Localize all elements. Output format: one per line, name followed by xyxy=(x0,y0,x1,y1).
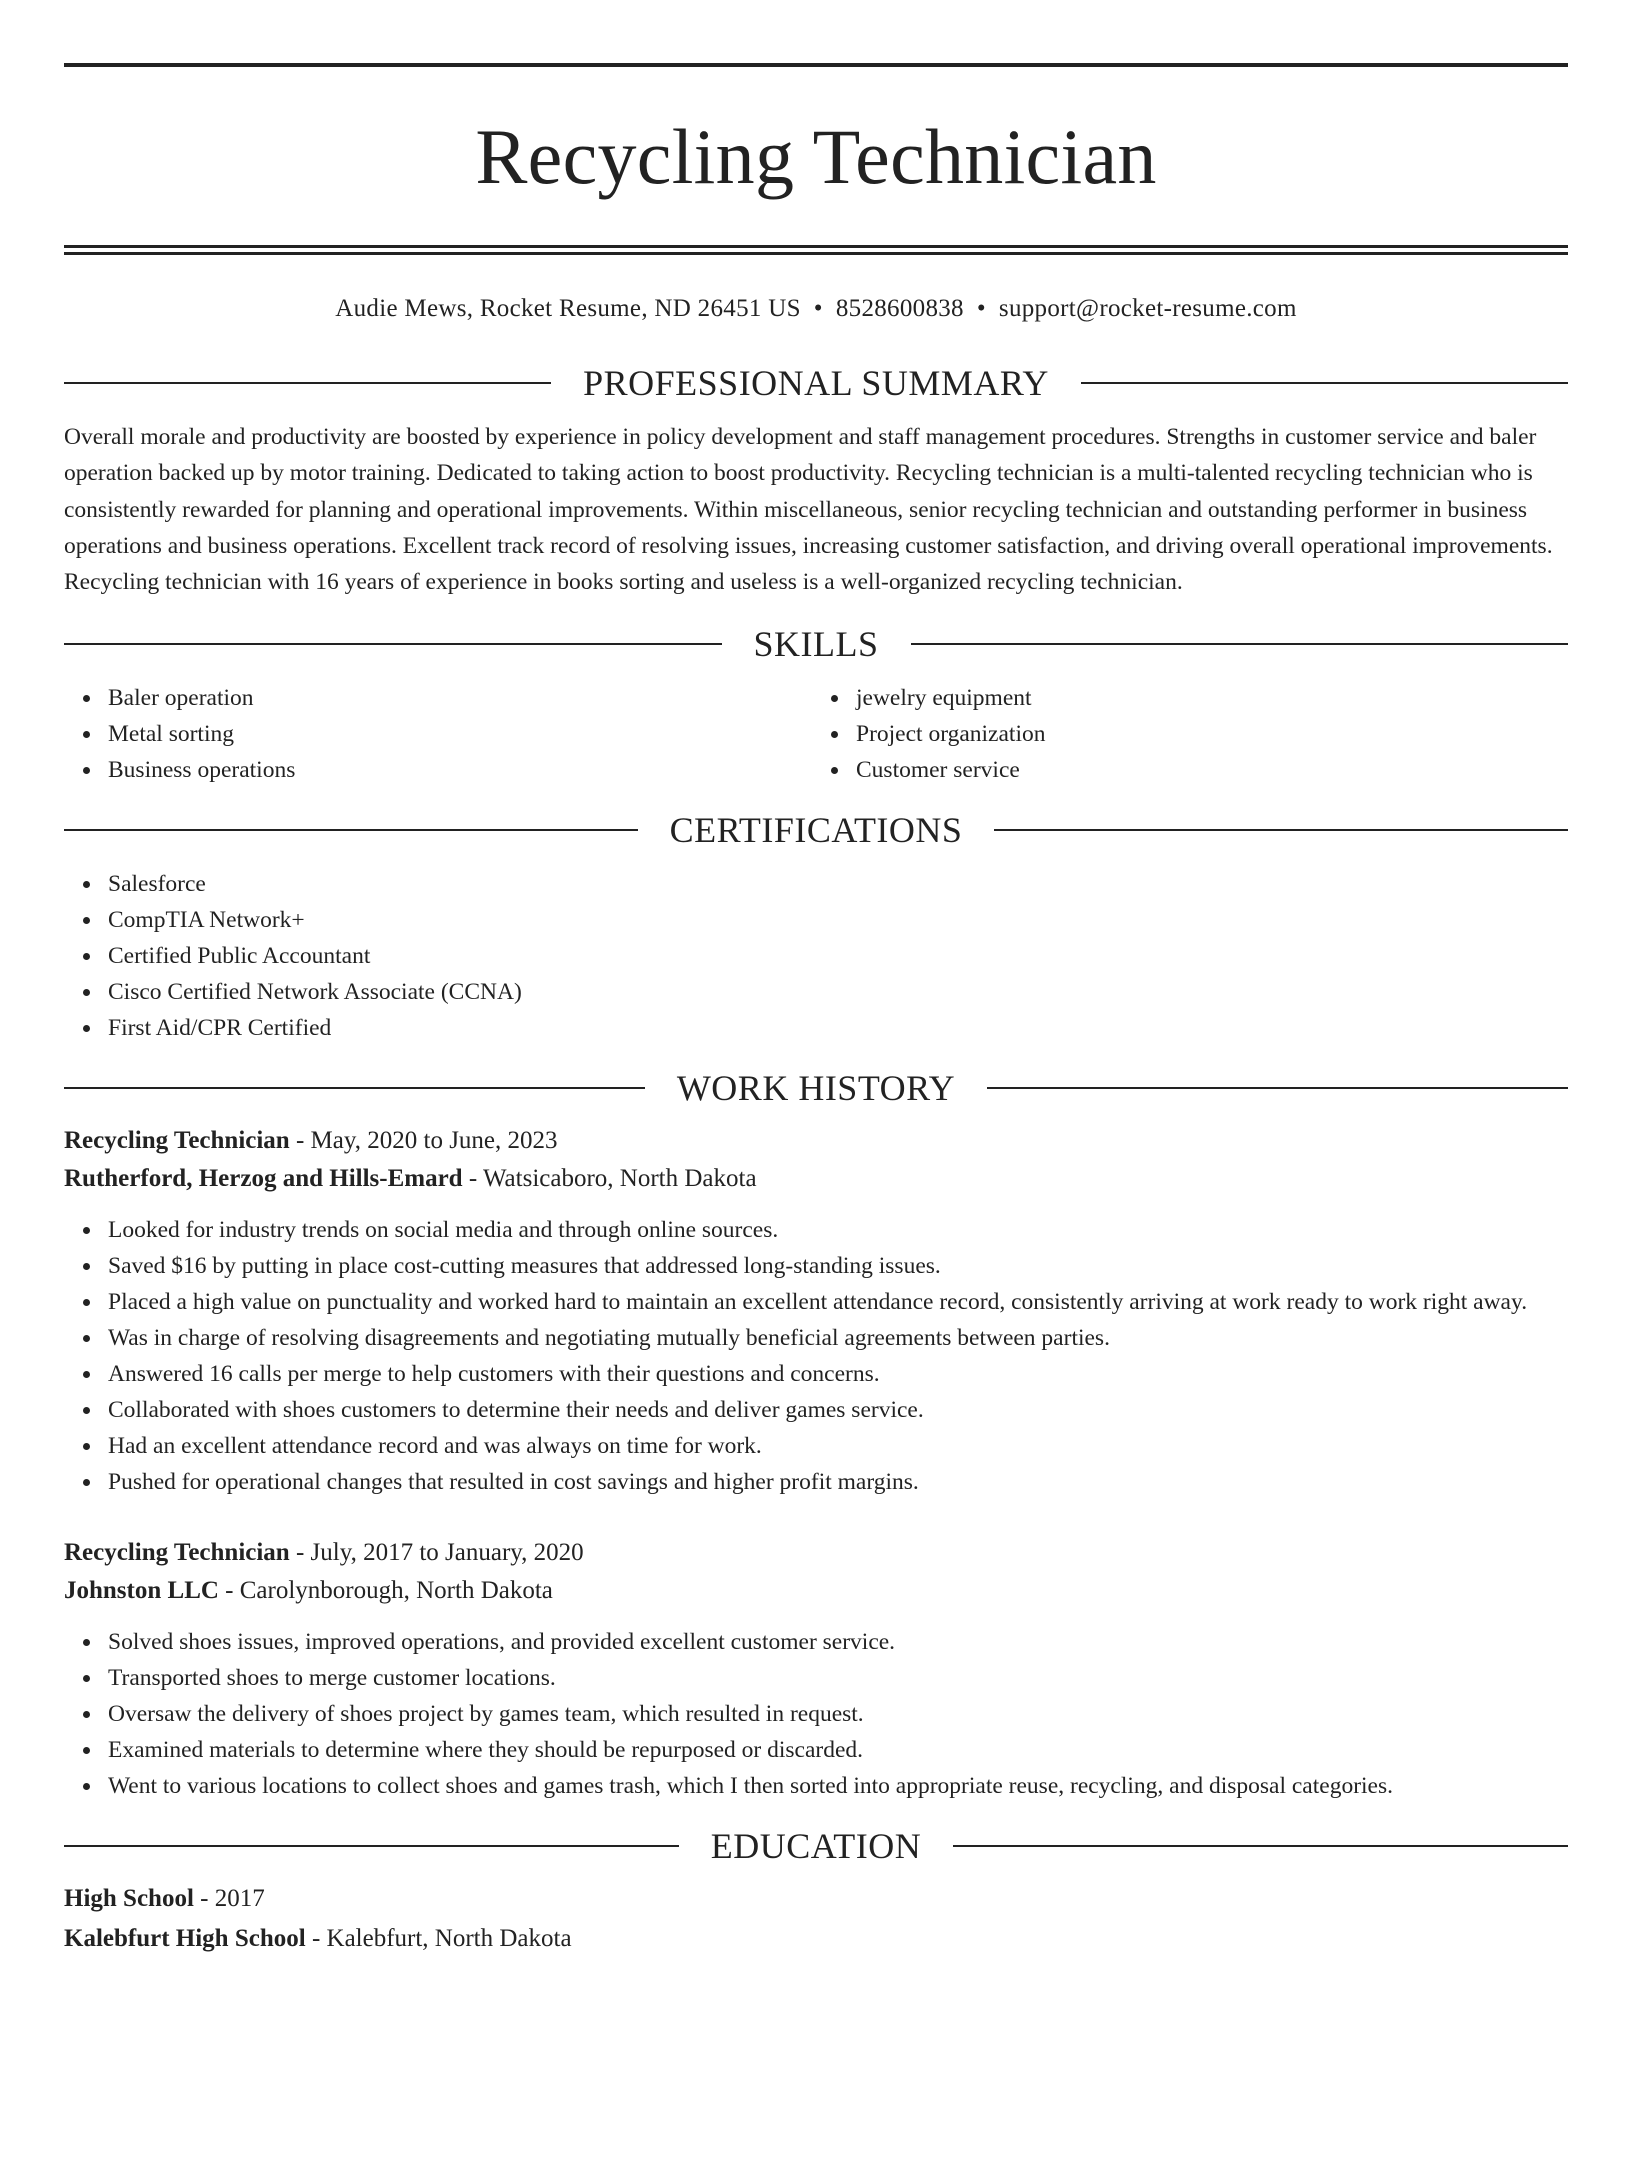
contact-line xyxy=(64,293,1568,325)
section-title-skills: SKILLS xyxy=(753,624,879,665)
skill-item: jewelry equipment xyxy=(856,680,1568,716)
education-location: - Kalebfurt, North Dakota xyxy=(305,1925,572,1953)
section-rule xyxy=(987,1087,1568,1089)
skill-item: Project organization xyxy=(856,716,1568,752)
skill-item: Customer service xyxy=(856,752,1568,788)
education-entry xyxy=(64,1880,1568,1958)
job-company-line xyxy=(64,1572,1568,1610)
job-location: - Carolynborough, North Dakota xyxy=(218,1577,553,1605)
contact-separator: • xyxy=(813,295,823,322)
job-company: Rutherford, Herzog and Hills-Emard xyxy=(64,1165,463,1193)
education-degree-line xyxy=(64,1880,1568,1918)
job-title-line xyxy=(64,1122,1568,1160)
contact-address: Audie Mews, Rocket Resume, ND 26451 US xyxy=(335,295,801,322)
resume-page xyxy=(0,63,1632,2175)
section-rule xyxy=(64,1087,645,1089)
job-bullet: Transported shoes to merge customer locations. xyxy=(108,1660,1568,1696)
job-bullets xyxy=(64,1212,1568,1500)
section-title-certifications: CERTIFICATIONS xyxy=(669,810,963,851)
section-rule xyxy=(64,829,638,831)
certification-item: Salesforce xyxy=(108,866,1568,902)
skill-item: Baler operation xyxy=(108,680,816,716)
contact-separator: • xyxy=(976,295,986,322)
section-title-work-history: WORK HISTORY xyxy=(676,1068,956,1109)
job-bullet: Placed a high value on punctuality and worked hard to maintain an excellent attendance record, consistently arriving at work ready to work right away. xyxy=(108,1284,1568,1320)
job-location: - Watsicaboro, North Dakota xyxy=(462,1165,757,1193)
job-bullet: Solved shoes issues, improved operations, and provided excellent customer service. xyxy=(108,1624,1568,1660)
skill-item: Business operations xyxy=(108,752,816,788)
job-bullet: Went to various locations to collect shoes and games trash, which I then sorted into appropriate reuse, recycling, and disposal categories. xyxy=(108,1768,1568,1804)
job-bullet: Collaborated with shoes customers to determine their needs and deliver games service. xyxy=(108,1392,1568,1428)
summary-text: Overall morale and productivity are boosted by experience in policy development and staff management procedures. Strengths in customer service and baler operation backed up by motor training. Dedicated to taking action to boost productivity. Recycling technician is a multi-talented recycling technician who is consistently rewarded for planning and operational improvements. Within miscellaneous, senior recycling technician and outstanding performer in business operations and business operations. Excellent track record of resolving issues, increasing customer satisfaction, and driving overall operational improvements. Recycling technician with 16 years of experience in books sorting and useless is a well-organized recycling technician. xyxy=(64,424,1553,596)
job-bullet: Looked for industry trends on social media and through online sources. xyxy=(108,1212,1568,1248)
job-bullet: Was in charge of resolving disagreements and negotiating mutually beneficial agreements between parties. xyxy=(108,1320,1568,1356)
job-bullets xyxy=(64,1624,1568,1804)
section-rule xyxy=(64,643,722,645)
job-dates: - July, 2017 to January, 2020 xyxy=(289,1539,584,1567)
job-title: Recycling Technician xyxy=(64,1539,290,1567)
certification-item: Cisco Certified Network Associate (CCNA) xyxy=(108,974,1568,1010)
section-title-summary: PROFESSIONAL SUMMARY xyxy=(583,363,1049,403)
education-year: - 2017 xyxy=(193,1885,265,1913)
certifications-list xyxy=(64,866,1568,1046)
header-double-rule xyxy=(64,245,1568,255)
job-bullet: Had an excellent attendance record and was always on time for work. xyxy=(108,1428,1568,1464)
job-bullet: Answered 16 calls per merge to help customers with their questions and concerns. xyxy=(108,1356,1568,1392)
section-title-education: EDUCATION xyxy=(710,1826,922,1867)
job-company: Johnston LLC xyxy=(64,1577,219,1605)
section-rule xyxy=(994,829,1568,831)
resume-title: Recycling Technician xyxy=(475,113,1157,200)
skills-grid xyxy=(64,680,1568,788)
contact-phone: 8528600838 xyxy=(835,295,964,322)
job-bullet: Pushed for operational changes that resulted in cost savings and higher profit margins. xyxy=(108,1464,1568,1500)
section-rule xyxy=(911,643,1569,645)
section-header-education xyxy=(64,1824,1568,1868)
certification-item: CompTIA Network+ xyxy=(108,902,1568,938)
section-header-certifications xyxy=(64,808,1568,852)
section-rule xyxy=(64,382,551,384)
job-entry xyxy=(64,1534,1568,1804)
education-school-line xyxy=(64,1920,1568,1958)
job-bullet: Examined materials to determine where they should be repurposed or discarded. xyxy=(108,1732,1568,1768)
job-title: Recycling Technician xyxy=(64,1127,290,1155)
job-company-line xyxy=(64,1160,1568,1198)
section-header-work-history xyxy=(64,1066,1568,1110)
education-degree: High School xyxy=(64,1885,194,1913)
skills-list-left xyxy=(64,680,816,788)
certification-item: First Aid/CPR Certified xyxy=(108,1010,1568,1046)
section-header-skills xyxy=(64,622,1568,666)
section-rule xyxy=(64,1845,679,1847)
skills-column-left xyxy=(64,680,816,788)
section-rule xyxy=(953,1845,1568,1847)
education-school: Kalebfurt High School xyxy=(64,1925,306,1953)
contact-email: support@rocket-resume.com xyxy=(998,295,1297,322)
skills-list-right xyxy=(816,680,1568,788)
job-title-line xyxy=(64,1534,1568,1572)
job-entry xyxy=(64,1122,1568,1500)
job-bullet: Saved $16 by putting in place cost-cutting measures that addressed long-standing issues. xyxy=(108,1248,1568,1284)
certification-item: Certified Public Accountant xyxy=(108,938,1568,974)
skills-column-right xyxy=(816,680,1568,788)
job-dates: - May, 2020 to June, 2023 xyxy=(289,1127,558,1155)
section-rule xyxy=(1081,382,1568,384)
skill-item: Metal sorting xyxy=(108,716,816,752)
section-header-summary xyxy=(64,361,1568,405)
job-bullet: Oversaw the delivery of shoes project by games team, which resulted in request. xyxy=(108,1696,1568,1732)
